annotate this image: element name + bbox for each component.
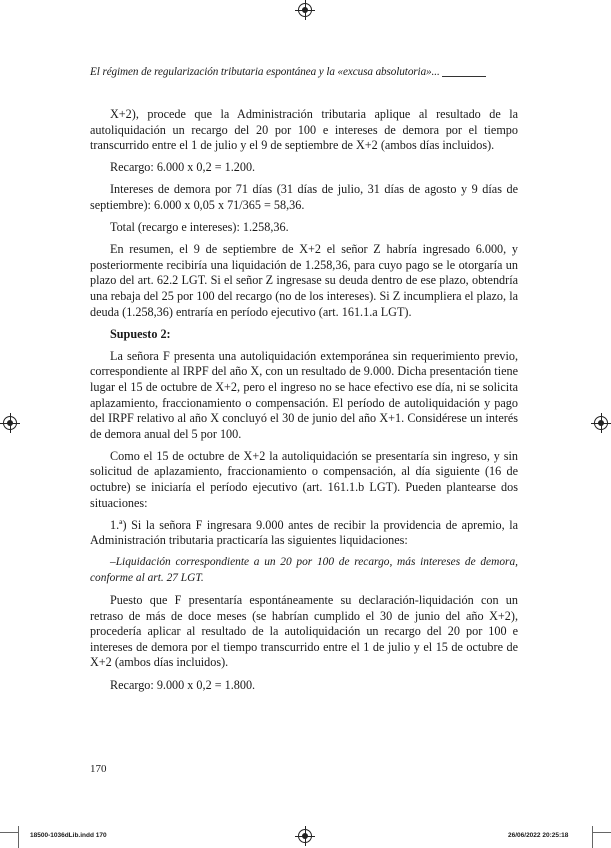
section-heading: Supuesto 2: — [110, 326, 171, 341]
crop-mark-bottom-left-h — [0, 832, 18, 833]
running-title: El régimen de regularización tributaria espontánea y la «excusa absolutoria»... — [90, 66, 440, 78]
crop-mark-bottom-right-h — [593, 832, 611, 833]
body-paragraph: –Liquidación correspondiente a un 20 por 100 de recargo, más intereses de demora, conforme al art. 27 LGT. — [90, 556, 518, 584]
body-paragraph: En resumen, el 9 de septiembre de X+2 el señor Z habría ingresado 6.000, y posteriormente recibiría una liquidación de 1.258,36, para cuyo pago se le otorgaría un plazo del art. 62.2 LGT. Si el señor Z ingresase su deuda dentro de ese plazo, obtendría una rebaja del 25 por 100 del recargo (no de los intereses). Si Z incumpliera el plazo, la deuda (1.258,36) entraría en período ejecutivo (art. 161.1.a LGT). — [90, 242, 518, 319]
body-paragraph: Puesto que F presentaría espontáneamente su declaración-liquidación con un retraso de más de doce meses (se habrían cumplido el 30 de junio del año X+2), procedería aplicar al resultado de la autoliquidación un recargo del 20 por 100 e intereses de demora por el tiempo transcurrido entre el 1 de julio y el 15 de octubre de X+2 (ambos días incluidos). — [90, 593, 518, 670]
body-paragraph: X+2), procede que la Administración tributaria aplique al resultado de la autoliquidación un recargo del 20 por 100 e intereses de demora por el tiempo transcurrido entre el 1 de julio y el 9 de septiembre de X+2 (ambos días incluidos). — [90, 107, 518, 153]
body-paragraph: Recargo: 6.000 x 0,2 = 1.200. — [110, 160, 256, 175]
page-number: 170 — [90, 763, 107, 775]
print-slug-file: 18500-1036dLib.indd 170 — [30, 832, 107, 839]
registration-mark-bottom-icon — [298, 829, 312, 843]
registration-mark-left-icon — [3, 416, 17, 430]
registration-mark-top-icon — [298, 3, 312, 17]
crop-mark-bottom-left-v — [18, 826, 19, 848]
crop-mark-bottom-right-v — [592, 826, 593, 848]
header-rule — [442, 76, 486, 77]
registration-mark-right-icon — [594, 416, 608, 430]
body-paragraph: 1.ª) Si la señora F ingresara 9.000 antes de recibir la providencia de apremio, la Administración tributaria practicaría las siguientes liquidaciones: — [90, 517, 518, 548]
body-paragraph: Como el 15 de octubre de X+2 la autoliquidación se presentaría sin ingreso, y sin solicitud de aplazamiento, fraccionamiento o compensación, al día siguiente (16 de octubre) se iniciaría el período ejecutivo (art. 161.1.b LGT). Pueden plantearse dos situaciones: — [90, 448, 518, 510]
print-slug-date: 26/06/2022 20:25:18 — [508, 832, 569, 839]
body-paragraph: Recargo: 9.000 x 0,2 = 1.800. — [110, 677, 256, 692]
running-header — [90, 66, 518, 78]
body-paragraph: La señora F presenta una autoliquidación extemporánea sin requerimiento previo, correspondiente al IRPF del año X, con un resultado de 9.000. Dicha presentación tiene lugar el 15 de octubre de X+2, pero el ingreso no se hace efectivo ese día, ni se solicita aplazamiento, fraccionamiento o compensación. El período de autoliquidación y pago del IRPF relativo al año X concluyó el 30 de junio del año X+1. Considérese un interés de demora anual del 5 por 100. — [90, 348, 518, 441]
page-body — [90, 107, 518, 700]
body-paragraph: Total (recargo e intereses): 1.258,36. — [110, 220, 289, 235]
body-paragraph: Intereses de demora por 71 días (31 días de julio, 31 días de agosto y 9 días de septiembre): 6.000 x 0,05 x 71/365 = 58,36. — [90, 182, 518, 212]
